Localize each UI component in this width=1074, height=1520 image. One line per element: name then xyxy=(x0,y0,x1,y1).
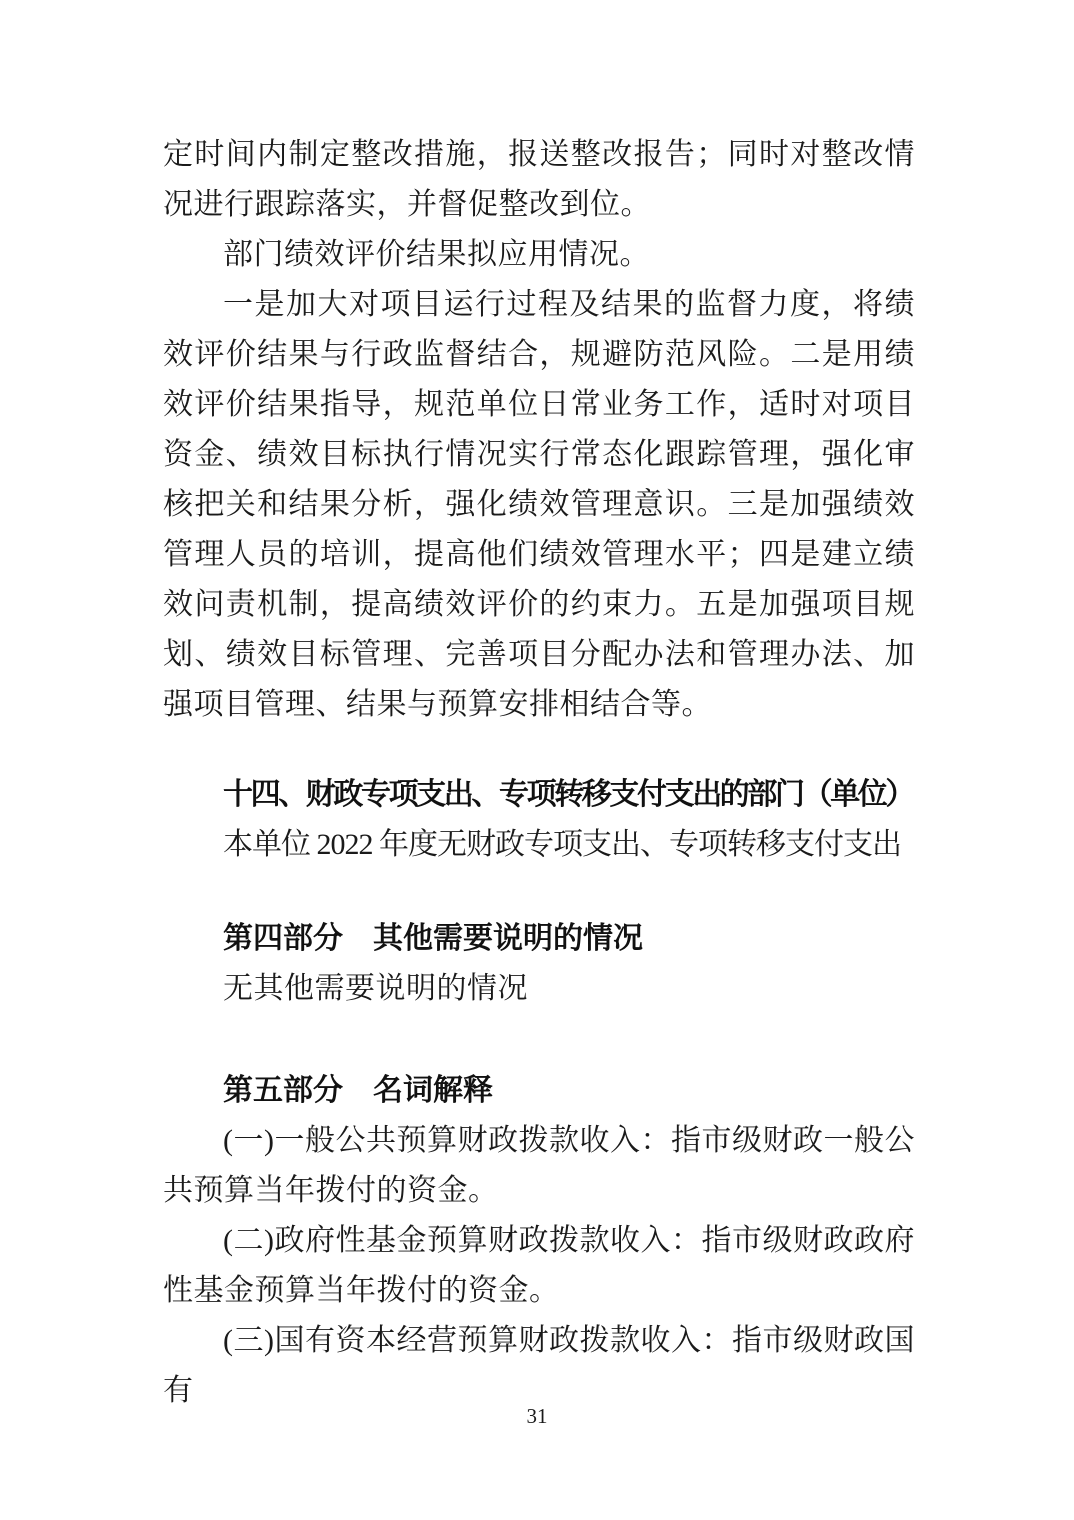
heading-section-14-special-expenditure: 十四、财政专项支出、专项转移支付支出的部门（单位） xyxy=(223,778,913,811)
paragraph-rectification-continued: 定时间内制定整改措施，报送整改报告；同时对整改情况进行跟踪落实，并督促整改到位。 xyxy=(163,138,915,221)
paragraph-term-government-fund-budget: (二)政府性基金预算财政拨款收入：指市级财政政府性基金预算当年拨付的资金。 xyxy=(163,1224,915,1307)
paragraph-term-general-public-budget: (一)一般公共预算财政拨款收入：指市级财政一般公共预算当年拨付的资金。 xyxy=(163,1124,915,1207)
paragraph-no-other-notes: 无其他需要说明的情况 xyxy=(223,972,528,1005)
paragraph-no-special-expenditure: 本单位 2022 年度无财政专项支出、专项转移支付支出 xyxy=(223,828,901,861)
heading-part-5-glossary: 第五部分 名词解释 xyxy=(223,1074,493,1107)
page-number: 31 xyxy=(526,1404,548,1428)
heading-part-4-other-notes: 第四部分 其他需要说明的情况 xyxy=(223,922,643,955)
paragraph-term-state-capital-budget: (三)国有资本经营预算财政拨款收入：指市级财政国有 xyxy=(163,1324,915,1407)
document-body xyxy=(163,130,915,1416)
paragraph-evaluation-measures: 一是加大对项目运行过程及结果的监督力度，将绩效评价结果与行政监督结合，规避防范风险。二是用绩效评价结果指导，规范单位日常业务工作，适时对项目资金、绩效目标执行情况实行常态化跟踪管理，强化审核把关和结果分析，强化绩效管理意识。三是加强绩效管理人员的培训，提高他们绩效管理水平；四是建立绩效问责机制，提高绩效评价的约束力。五是加强项目规划、绩效目标管理、完善项目分配办法和管理办法、加强项目管理、结果与预算安排相结合等。 xyxy=(163,288,915,721)
paragraph-evaluation-application: 部门绩效评价结果拟应用情况。 xyxy=(223,238,650,271)
